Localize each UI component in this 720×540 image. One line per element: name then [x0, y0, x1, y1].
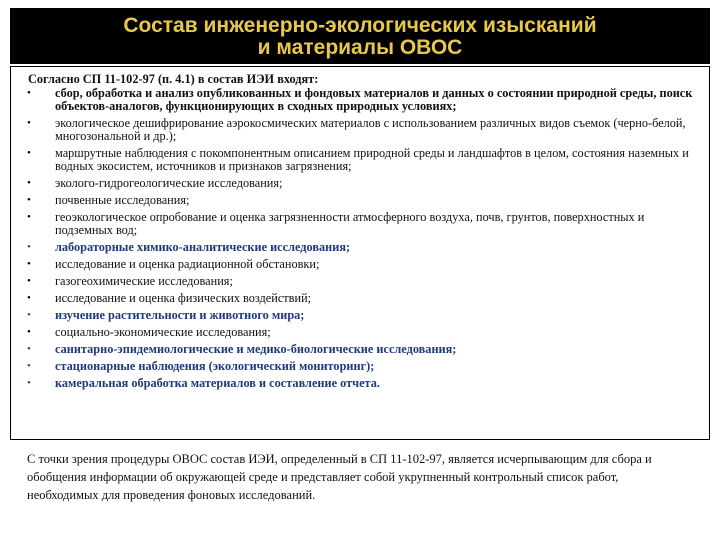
list-item [28, 177, 699, 190]
bullet-icon: • [27, 292, 31, 304]
bullet-icon: • [27, 326, 31, 338]
list-item-text: социально-экономические исследования; [55, 325, 271, 339]
list-item [28, 377, 699, 390]
list-item [28, 360, 699, 373]
intro-text: Согласно СП 11-102-97 (п. 4.1) в состав ИЭИ входят: [28, 72, 319, 86]
bullet-icon: • [27, 241, 31, 253]
list-item-text: камеральная обработка материалов и составление отчета. [55, 376, 380, 390]
list-item [28, 87, 699, 113]
list-item [28, 258, 699, 271]
list-item-text: стационарные наблюдения (экологический мониторинг); [55, 359, 375, 373]
bullet-icon: • [27, 147, 31, 159]
list-item-text: исследование и оценка физических воздействий; [55, 291, 312, 305]
title-line-1: Состав инженерно-экологических изысканий [123, 14, 597, 37]
conclusion-text: С точки зрения процедуры ОВОС состав ИЭИ, определенный в СП 11-102-97, является исчерпывающим для сбора и обобщения информации об окружающей среде и представляет собой укрупненный контрольный список работ, необходимых для проведения фоновых исследований. [27, 452, 652, 502]
list-item-text: санитарно-эпидемиологические и медико-биологические исследования; [55, 342, 457, 356]
list-item-text: сбор, обработка и анализ опубликованных и фондовых материалов и данных о состоянии природной среды, поиск объектов-аналогов, функционирующих в сходных природных условиях; [55, 86, 693, 113]
list-item-text: лабораторные химико-аналитические исследования; [55, 240, 351, 254]
bullet-icon: • [27, 343, 31, 355]
bullet-icon: • [27, 377, 31, 389]
bullet-icon: • [27, 309, 31, 321]
list-item [28, 241, 699, 254]
bullet-icon: • [27, 177, 31, 189]
list-item-text: геоэкологическое опробование и оценка загрязненности атмосферного воздуха, почв, грунтов, поверхностных и подземных вод; [55, 210, 645, 237]
list-item [28, 211, 699, 237]
list-item-text: эколого-гидрогеологические исследования; [55, 176, 283, 190]
list-item [28, 275, 699, 288]
bullet-icon: • [27, 117, 31, 129]
list-item-text: газогеохимические исследования; [55, 274, 233, 288]
list-item [28, 194, 699, 207]
list-item-text: исследование и оценка радиационной обстановки; [55, 257, 320, 271]
items-list [28, 87, 699, 390]
bullet-icon: • [27, 258, 31, 270]
list-item-text: маршрутные наблюдения с покомпонентным описанием природной среды и ландшафтов в целом, состояния наземных и водных экосистем, источников и признаков загрязнения; [55, 146, 689, 173]
content-box [10, 66, 710, 440]
bullet-icon: • [27, 194, 31, 206]
title-line-2: и материалы ОВОС [257, 36, 463, 59]
slide-title [10, 8, 710, 59]
bullet-icon: • [27, 87, 31, 99]
list-item [28, 117, 699, 143]
list-item [28, 147, 699, 173]
bullet-icon: • [27, 360, 31, 372]
list-item-text: экологическое дешифрирование аэрокосмических материалов с использованием различных видов съемок (черно-белой, многозональной и др.); [55, 116, 686, 143]
list-item-text: изучение растительности и животного мира; [55, 308, 305, 322]
title-bar [10, 8, 710, 64]
list-item [28, 309, 699, 322]
list-item [28, 292, 699, 305]
bullet-icon: • [27, 211, 31, 223]
list-item [28, 326, 699, 339]
list-item-text: почвенные исследования; [55, 193, 190, 207]
list-item [28, 343, 699, 356]
bullet-icon: • [27, 275, 31, 287]
